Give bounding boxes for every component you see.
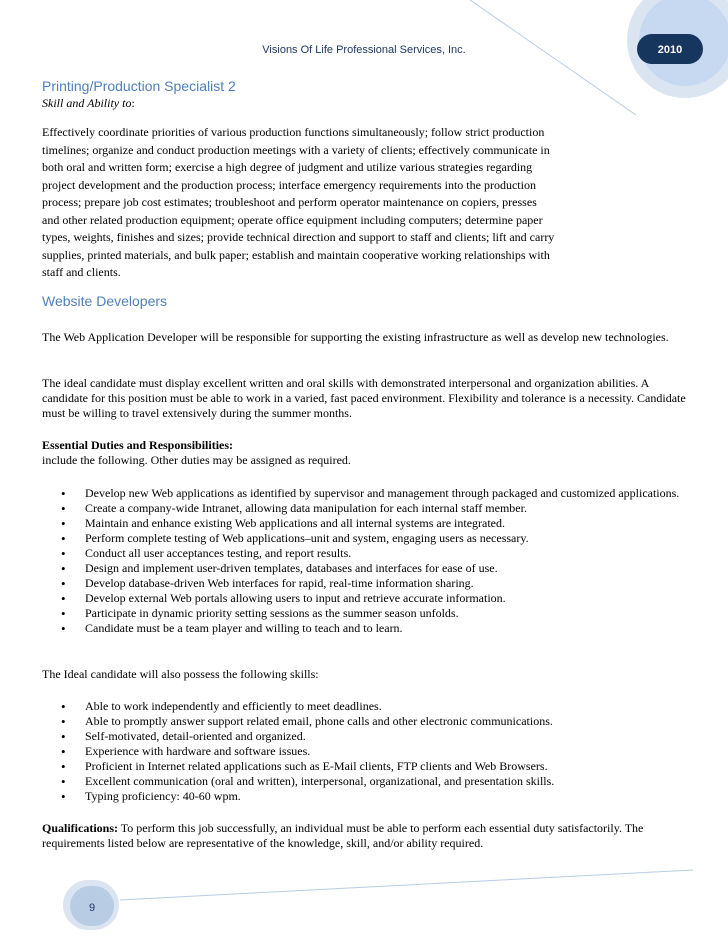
qualifications-text: To perform this job successfully, an individual must be able to perform each essential duty satisfactorily. The requirements listed below are representative of the knowledge, skill, and/or ability required. <box>42 821 644 850</box>
duties-list <box>42 486 692 636</box>
duties-heading: Essential Duties and Responsibilities: <box>42 438 234 452</box>
paragraph-line: project development and the production process; interface emergency requirements into the production <box>42 177 536 192</box>
list-item: • Excellent communication (oral and written), interpersonal, organizational, and presentation skills. <box>42 774 692 789</box>
paragraph-line: types, weights, finishes and sizes; provide technical direction and support to staff and clients; lift and carry <box>42 230 555 244</box>
section-heading-website-developers: Website Developers <box>42 293 168 309</box>
qualifications-label: Qualifications: <box>42 821 119 835</box>
list-item: • Self-motivated, detail-oriented and organized. <box>42 729 692 744</box>
list-item: • Proficient in Internet related applications such as E-Mail clients, FTP clients and Web Browsers. <box>42 759 692 774</box>
intro-paragraph: The Web Application Developer will be responsible for supporting the existing infrastructure as well as develop new technologies. <box>42 330 669 344</box>
skill-ability-text: Skill and Ability to <box>42 96 132 110</box>
list-item: • Develop database-driven Web interfaces for rapid, real-time information sharing. <box>42 576 692 591</box>
list-item: • Create a company-wide Intranet, allowing data manipulation for each internal staff member. <box>42 501 692 516</box>
skills-intro: The Ideal candidate will also possess the following skills: <box>42 667 319 681</box>
list-item: • Able to work independently and efficiently to meet deadlines. <box>42 699 692 714</box>
list-item: • Able to promptly answer support related email, phone calls and other electronic communications. <box>42 714 692 729</box>
year-badge: 2010 <box>637 34 703 64</box>
paragraph-line: supplies, printed materials, and bulk paper; establish and maintain cooperative working relationships with <box>42 247 550 262</box>
paragraph-line: and other related production equipment; operate office equipment including computers; determine paper <box>42 212 543 227</box>
list-item: • Develop new Web applications as identified by supervisor and management through packaged and customized applications. <box>42 486 692 501</box>
header-rule <box>470 0 636 115</box>
list-item: • Experience with hardware and software issues. <box>42 744 692 759</box>
list-item: • Participate in dynamic priority setting sessions as the summer season unfolds. <box>42 606 692 621</box>
list-item: • Perform complete testing of Web applications–unit and system, engaging users as necessary. <box>42 531 692 546</box>
paragraph-line: Effectively coordinate priorities of various production functions simultaneously; follow strict production <box>42 125 545 139</box>
list-item: • Maintain and enhance existing Web applications and all internal systems are integrated. <box>42 516 692 531</box>
list-item: • Typing proficiency: 40-60 wpm. <box>42 789 692 804</box>
skill-ability-colon: : <box>131 96 135 110</box>
list-item: • Conduct all user acceptances testing, and report results. <box>42 546 692 561</box>
paragraph-line: staff and clients. <box>42 265 121 279</box>
skills-list <box>42 699 692 804</box>
paragraph-line: both oral and written form; exercise a high degree of judgment and utilize various strategies regarding <box>42 160 533 174</box>
qualifications-paragraph <box>42 821 692 851</box>
list-item: • Design and implement user-driven templates, databases and interfaces for ease of use. <box>42 561 692 576</box>
list-item: • Develop external Web portals allowing users to input and retrieve accurate information. <box>42 591 692 606</box>
printing-skills-paragraph <box>42 124 692 282</box>
duties-note: include the following. Other duties may be assigned as required. <box>42 453 351 467</box>
list-item: • Candidate must be a team player and willing to teach and to learn. <box>42 621 692 636</box>
header-title: Visions Of Life Professional Services, Inc. <box>262 44 466 56</box>
section-heading-printing: Printing/Production Specialist 2 <box>42 78 236 94</box>
skill-ability-label <box>42 96 135 111</box>
footer-rule <box>120 870 693 900</box>
paragraph-line: timelines; organize and conduct production meetings with a variety of clients; effectively communicate in <box>42 142 550 157</box>
page-number: 9 <box>70 886 114 926</box>
ideal-candidate-paragraph: The ideal candidate must display excellent written and oral skills with demonstrated interpersonal and organization abilities. A candidate for this position must be able to work in a varied, fast paced environment. Flexibility and tolerance is a necessity. Candidate must be willing to travel extensively during the summer months. <box>42 376 686 420</box>
paragraph-line: process; prepare job cost estimates; troubleshoot and perform operator maintenance on copiers, presses <box>42 195 537 209</box>
